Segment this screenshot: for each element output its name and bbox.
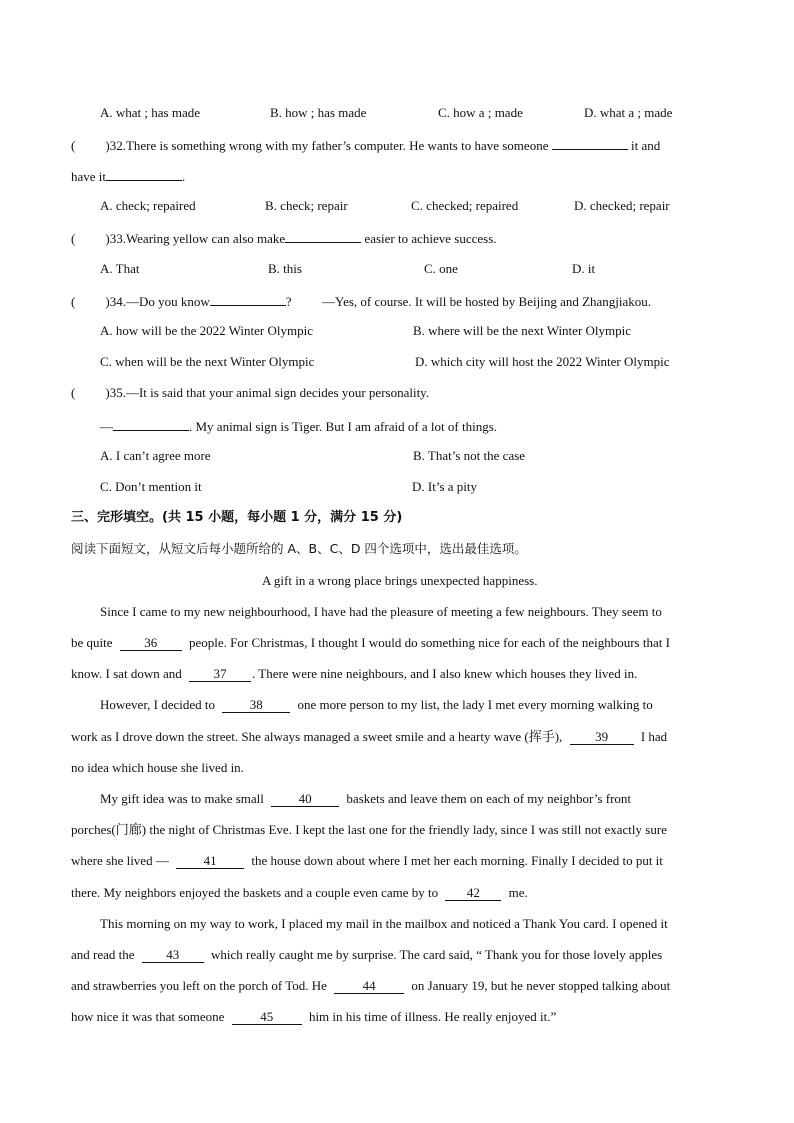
q33-stem (71, 229, 497, 247)
passage-text: know. I sat down and (71, 666, 182, 681)
passage-line (71, 947, 662, 963)
q34-stem (71, 292, 651, 310)
q32-option-a[interactable]: A. check; repaired (100, 198, 196, 213)
passage-line (71, 978, 670, 994)
blank-39[interactable]: 39 (570, 730, 634, 745)
passage-text: I had (640, 729, 668, 744)
q35-dash: — (100, 419, 113, 434)
passage-text: me. (508, 885, 528, 900)
passage-text: the house down about where I met her each morning. Finally I decided to put it (251, 853, 663, 868)
q32-paren-close: ) (105, 138, 110, 153)
q34-option-c[interactable]: C. when will be the next Winter Olympic (100, 354, 315, 369)
q34-reply: —Yes, of course. It will be hosted by Beijing and Zhangjiakou. (322, 294, 652, 309)
passage-line (71, 729, 667, 745)
blank-40[interactable]: 40 (271, 792, 339, 807)
passage-text: which really caught me by surprise. The card said, “ Thank you for those lovely apples (211, 947, 663, 962)
q32-text-3: have it (71, 169, 107, 184)
passage-line (71, 666, 637, 682)
q35-option-c[interactable]: C. Don’t mention it (100, 479, 202, 494)
q33-option-c[interactable]: C. one (424, 261, 458, 276)
passage-text: and strawberries you left on the porch of Tod. He (71, 978, 327, 993)
passage-line: This morning on my way to work, I placed my mail in the mailbox and noticed a Thank You card. I opened it (100, 916, 668, 931)
section-heading: 三、完形填空。(共 15 小题，每小题 1 分，满分 15 分) (71, 510, 403, 525)
q34-option-b[interactable]: B. where will be the next Winter Olympic (413, 323, 632, 338)
q35-paren-open: ( (71, 385, 76, 400)
q33-option-a[interactable]: A. That (100, 261, 140, 276)
blank-43[interactable]: 43 (142, 948, 204, 963)
q33-text: 33.Wearing yellow can also make (109, 231, 286, 246)
passage-line: no idea which house she lived in. (71, 760, 244, 775)
q32-text-4: . (182, 169, 186, 184)
q32-stem (71, 136, 660, 154)
q32-stem-cont (71, 167, 185, 185)
passage-line (100, 697, 653, 713)
q31-option-d[interactable]: D. what a ; made (584, 105, 673, 120)
passage-line: porches(门廊) the night of Christmas Eve. I kept the last one for the friendly lady, since I was still not exactly sure (71, 822, 667, 837)
passage-text: . There were nine neighbours, and I also knew which houses they lived in. (251, 666, 638, 681)
blank-42[interactable]: 42 (445, 886, 501, 901)
passage-line (71, 853, 663, 869)
q32-option-b[interactable]: B. check; repair (265, 198, 348, 213)
q32-option-c[interactable]: C. checked; repaired (411, 198, 519, 213)
blank-38[interactable]: 38 (222, 698, 290, 713)
q32-text: 32.There is something wrong with my father’s computer. He wants to have someone (109, 138, 549, 153)
passage-text: work as I drove down the street. She always managed a sweet smile and a hearty wave (挥手), (71, 729, 563, 744)
blank-44[interactable]: 44 (334, 979, 404, 994)
passage-text: baskets and leave them on each of my neighbor’s front (346, 791, 632, 806)
q35-reply (100, 417, 497, 435)
passage-line (71, 885, 528, 901)
passage-text: and read the (71, 947, 135, 962)
blank-37[interactable]: 37 (189, 667, 251, 682)
q32-option-d[interactable]: D. checked; repair (574, 198, 670, 213)
passage-line (100, 791, 631, 807)
q33-blank[interactable] (285, 229, 361, 243)
q33-text-2: easier to achieve success. (364, 231, 497, 246)
q34-text: 34.—Do you know (109, 294, 210, 309)
q34-text-2: ? (285, 294, 292, 309)
passage-text: how nice it was that someone (71, 1009, 225, 1024)
q35-option-b[interactable]: B. That’s not the case (413, 448, 526, 463)
q33-paren-close: ) (105, 231, 110, 246)
q31-option-b[interactable]: B. how ; has made (270, 105, 367, 120)
passage-text: him in his time of illness. He really enjoyed it.” (308, 1009, 557, 1024)
passage-line: Since I came to my new neighbourhood, I have had the pleasure of meeting a few neighbours. They seem to (100, 604, 662, 619)
blank-45[interactable]: 45 (232, 1010, 302, 1025)
blank-36[interactable]: 36 (120, 636, 182, 651)
q35-paren-close: ) (105, 385, 110, 400)
q31-option-a[interactable]: A. what ; has made (100, 105, 201, 120)
q35-text: 35.—It is said that your animal sign decides your personality. (109, 385, 430, 400)
passage-text: However, I decided to (100, 697, 215, 712)
q33-option-b[interactable]: B. this (268, 261, 302, 276)
passage-line (71, 635, 670, 651)
passage-text: be quite (71, 635, 113, 650)
q34-option-a[interactable]: A. how will be the 2022 Winter Olympic (100, 323, 313, 338)
q35-text-2: . My animal sign is Tiger. But I am afraid of a lot of things. (189, 419, 498, 434)
passage-text: there. My neighbors enjoyed the baskets and a couple even came by to (71, 885, 439, 900)
q32-blank-2[interactable] (106, 167, 182, 181)
passage-text: one more person to my list, the lady I met every morning walking to (297, 697, 653, 712)
q32-text-2: it and (630, 138, 661, 153)
passage-text: people. For Christmas, I thought I would do something nice for each of the neighbours that I (189, 635, 670, 650)
q34-paren-open: ( (71, 294, 76, 309)
passage-text: My gift idea was to make small (100, 791, 264, 806)
q32-paren-open: ( (71, 138, 76, 153)
passage-text: on January 19, but he never stopped talking about (411, 978, 671, 993)
section-instruction: 阅读下面短文，从短文后每小题所给的 A、B、C、D 四个选项中，选出最佳选项。 (71, 541, 527, 556)
q34-option-d[interactable]: D. which city will host the 2022 Winter Olympic (415, 354, 670, 369)
q33-paren-open: ( (71, 231, 76, 246)
q32-blank-1[interactable] (552, 136, 628, 150)
q35-option-a[interactable]: A. I can’t agree more (100, 448, 211, 463)
passage-text: where she lived — (71, 853, 169, 868)
q31-option-c[interactable]: C. how a ; made (438, 105, 523, 120)
q34-blank[interactable] (210, 292, 286, 306)
blank-41[interactable]: 41 (176, 854, 244, 869)
passage-line (71, 1009, 556, 1025)
q35-option-d[interactable]: D. It’s a pity (412, 479, 477, 494)
passage-title: A gift in a wrong place brings unexpected happiness. (262, 573, 538, 588)
q34-paren-close: ) (105, 294, 110, 309)
q33-option-d[interactable]: D. it (572, 261, 596, 276)
q35-blank[interactable] (113, 417, 189, 431)
q35-stem (71, 385, 429, 401)
